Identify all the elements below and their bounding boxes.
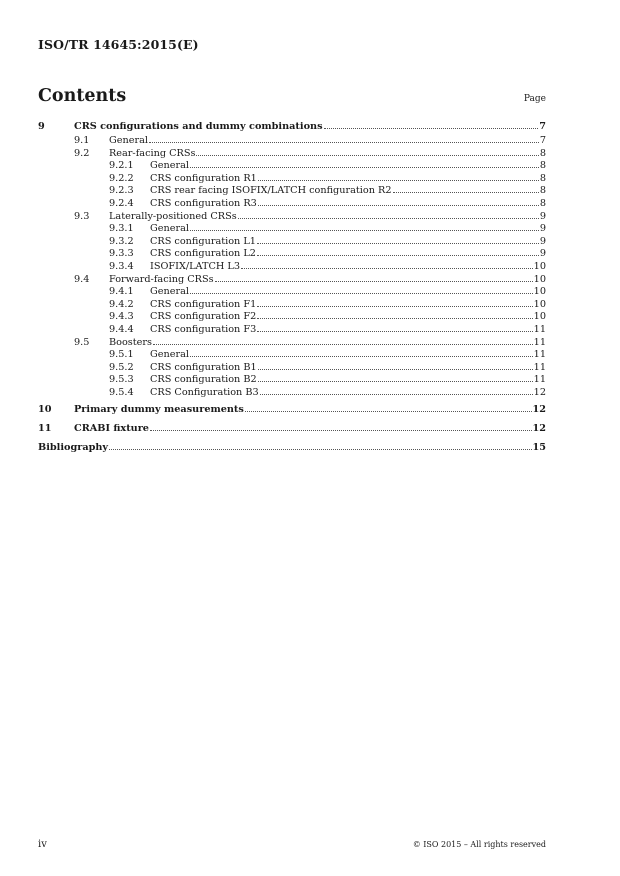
toc-entry-line (150, 349, 546, 362)
toc-entry[interactable] (38, 198, 546, 211)
toc-entry-number: 9.5.4 (109, 386, 134, 398)
toc-entry-page: 9 (539, 223, 546, 235)
toc-entry-number: 9.5 (74, 336, 90, 348)
toc-dot-leader (196, 155, 538, 156)
toc-dot-leader (393, 192, 539, 193)
toc-entry-number: 9.3.4 (109, 260, 134, 272)
toc-dot-leader (258, 369, 533, 370)
toc-entry-line (150, 261, 546, 274)
toc-dot-leader (190, 167, 539, 168)
toc-entry-line (74, 423, 546, 436)
toc-entry-number: 9.4 (74, 273, 90, 285)
toc-entry-number: 9 (38, 121, 45, 132)
toc-entry[interactable] (38, 223, 546, 236)
toc-entry-page: 10 (533, 273, 546, 285)
toc-entry-title: Boosters (109, 336, 152, 348)
toc-entry-page: 7 (539, 135, 546, 146)
toc-entry[interactable] (38, 299, 546, 312)
toc-entry-title: General (150, 286, 189, 298)
toc-entry-line (109, 211, 546, 224)
page-number: iv (38, 839, 47, 850)
toc-entry-title: Rear-facing CRSs (109, 147, 196, 159)
toc-dot-leader (238, 218, 539, 219)
toc-entry[interactable] (38, 423, 546, 437)
toc-entry-title: CRS configuration R1 (150, 172, 257, 184)
toc-entry-title: General (109, 135, 148, 146)
table-of-contents (38, 121, 546, 456)
toc-entry-page: 11 (533, 361, 546, 373)
toc-entry-title: CRS configuration R3 (150, 197, 257, 209)
toc-entry-page: 10 (533, 260, 546, 272)
toc-entry-page: 11 (533, 349, 546, 361)
toc-entry-line (38, 442, 546, 455)
toc-entry-line (74, 121, 546, 134)
toc-dot-leader (150, 430, 532, 431)
toc-entry-page: 10 (533, 286, 546, 298)
toc-entry-title: CRS configurations and dummy combinations (74, 121, 323, 132)
toc-entry-page: 7 (539, 121, 546, 132)
toc-entry-line (150, 362, 546, 375)
toc-entry[interactable] (38, 337, 546, 350)
toc-entry-number: 9.2.1 (109, 160, 134, 172)
toc-entry-line (150, 185, 546, 198)
toc-entry[interactable] (38, 404, 546, 418)
toc-entry[interactable] (38, 248, 546, 261)
toc-entry[interactable] (38, 160, 546, 173)
toc-dot-leader (260, 394, 533, 395)
toc-entry[interactable] (38, 148, 546, 161)
toc-entry-number: 9.4.3 (109, 311, 134, 323)
toc-dot-leader (153, 344, 533, 345)
toc-entry-number: 9.4.2 (109, 298, 134, 310)
toc-entry-title: Forward-facing CRSs (109, 273, 214, 285)
toc-entry-title: CRS rear facing ISOFIX/LATCH configuration R2 (150, 185, 392, 197)
toc-entry-page: 8 (539, 197, 546, 209)
toc-dot-leader (215, 281, 533, 282)
toc-entry-number: 9.5.2 (109, 361, 134, 373)
toc-entry-line (150, 324, 546, 337)
toc-entry[interactable] (38, 387, 546, 400)
toc-entry-title: CRS configuration L2 (150, 248, 256, 260)
toc-dot-leader (257, 243, 539, 244)
toc-entry-title: General (150, 349, 189, 361)
toc-entry[interactable] (38, 173, 546, 186)
toc-entry-page: 10 (533, 311, 546, 323)
toc-entry-line (109, 337, 546, 350)
toc-entry-line (150, 198, 546, 211)
toc-entry-page: 9 (539, 210, 546, 222)
toc-entry-line (150, 299, 546, 312)
toc-entry-line (109, 274, 546, 287)
toc-entry-number: 9.5.1 (109, 349, 134, 361)
toc-entry-line (109, 148, 546, 161)
toc-entry-title: General (150, 160, 189, 172)
toc-dot-leader (258, 180, 539, 181)
toc-entry-line (150, 248, 546, 261)
toc-entry-title: General (150, 223, 189, 235)
toc-entry-number: 9.2.2 (109, 172, 134, 184)
toc-entry-title: CRS configuration B2 (150, 374, 257, 386)
toc-entry[interactable] (38, 274, 546, 287)
toc-entry-number: 11 (38, 423, 52, 435)
toc-entry-page: 12 (532, 423, 546, 435)
toc-entry-line (150, 173, 546, 186)
toc-entry-title: ISOFIX/LATCH L3 (150, 260, 241, 272)
toc-entry-page: 12 (532, 404, 546, 416)
toc-entry[interactable] (38, 374, 546, 387)
toc-entry[interactable] (38, 135, 546, 148)
toc-entry-number: 9.3.2 (109, 235, 134, 247)
toc-entry-line (150, 236, 546, 249)
toc-entry[interactable] (38, 211, 546, 224)
toc-dot-leader (257, 255, 539, 256)
toc-entry[interactable] (38, 261, 546, 274)
toc-entry-number: 9.1 (74, 135, 90, 146)
toc-entry-title: CRABI fixture (74, 423, 149, 435)
toc-entry[interactable] (38, 286, 546, 299)
toc-dot-leader (109, 449, 531, 450)
copyright-notice: © ISO 2015 – All rights reserved (412, 840, 546, 849)
toc-dot-leader (258, 381, 533, 382)
toc-entry-title: CRS configuration F3 (150, 323, 257, 335)
toc-entry[interactable] (38, 121, 546, 135)
toc-entry-line (150, 374, 546, 387)
toc-entry-title: Bibliography (38, 442, 109, 454)
toc-entry-page: 11 (533, 336, 546, 348)
toc-entry-number: 9.3.3 (109, 248, 134, 260)
toc-dot-leader (257, 318, 532, 319)
toc-entry[interactable] (38, 349, 546, 362)
toc-entry-page: 11 (533, 374, 546, 386)
toc-entry-number: 9.2.3 (109, 185, 134, 197)
toc-entry-number: 9.2 (74, 147, 90, 159)
toc-dot-leader (324, 128, 539, 129)
contents-title: Contents (38, 86, 127, 106)
toc-entry-number: 9.3.1 (109, 223, 134, 235)
toc-entry-page: 10 (533, 298, 546, 310)
toc-entry-page: 8 (539, 185, 546, 197)
toc-entry-title: CRS configuration F2 (150, 311, 257, 323)
toc-dot-leader (190, 230, 539, 231)
toc-entry-title: Primary dummy measurements (74, 404, 244, 416)
toc-entry-title: Laterally-positioned CRSs (109, 210, 237, 222)
toc-entry-page: 8 (539, 160, 546, 172)
toc-entry-page: 8 (539, 172, 546, 184)
toc-entry[interactable] (38, 311, 546, 324)
toc-entry-line (150, 387, 546, 400)
toc-entry[interactable] (38, 185, 546, 198)
toc-dot-leader (257, 306, 532, 307)
toc-entry-line (150, 311, 546, 324)
toc-entry-line (150, 223, 546, 236)
toc-entry-title: CRS configuration F1 (150, 298, 257, 310)
toc-entry-page: 9 (539, 248, 546, 260)
toc-entry-page: 11 (533, 323, 546, 335)
toc-entry-number: 10 (38, 404, 52, 416)
toc-entry[interactable] (38, 362, 546, 375)
toc-entry-number: 9.3 (74, 210, 90, 222)
toc-entry[interactable] (38, 442, 546, 456)
toc-entry[interactable] (38, 324, 546, 337)
toc-dot-leader (149, 142, 539, 143)
toc-entry-number: 9.5.3 (109, 374, 134, 386)
toc-dot-leader (258, 205, 539, 206)
toc-dot-leader (190, 356, 533, 357)
toc-entry-title: CRS configuration B1 (150, 361, 257, 373)
toc-entry-title: CRS configuration L1 (150, 235, 256, 247)
toc-entry-title: CRS Configuration B3 (150, 386, 259, 398)
toc-entry-number: 9.4.4 (109, 323, 134, 335)
toc-dot-leader (241, 268, 533, 269)
toc-entry-page: 15 (532, 442, 546, 454)
toc-entry-page: 12 (533, 386, 546, 398)
toc-entry-line (150, 286, 546, 299)
toc-entry[interactable] (38, 236, 546, 249)
toc-entry-number: 9.2.4 (109, 197, 134, 209)
toc-entry-line (150, 160, 546, 173)
toc-entry-page: 9 (539, 235, 546, 247)
toc-dot-leader (257, 331, 532, 332)
toc-entry-line (74, 404, 546, 417)
page-column-label: Page (523, 94, 546, 104)
toc-entry-number: 9.4.1 (109, 286, 134, 298)
toc-dot-leader (245, 411, 532, 412)
toc-entry-line (109, 135, 546, 148)
toc-entry-page: 8 (539, 147, 546, 159)
toc-dot-leader (190, 293, 533, 294)
document-id: ISO/TR 14645:2015(E) (38, 37, 199, 52)
